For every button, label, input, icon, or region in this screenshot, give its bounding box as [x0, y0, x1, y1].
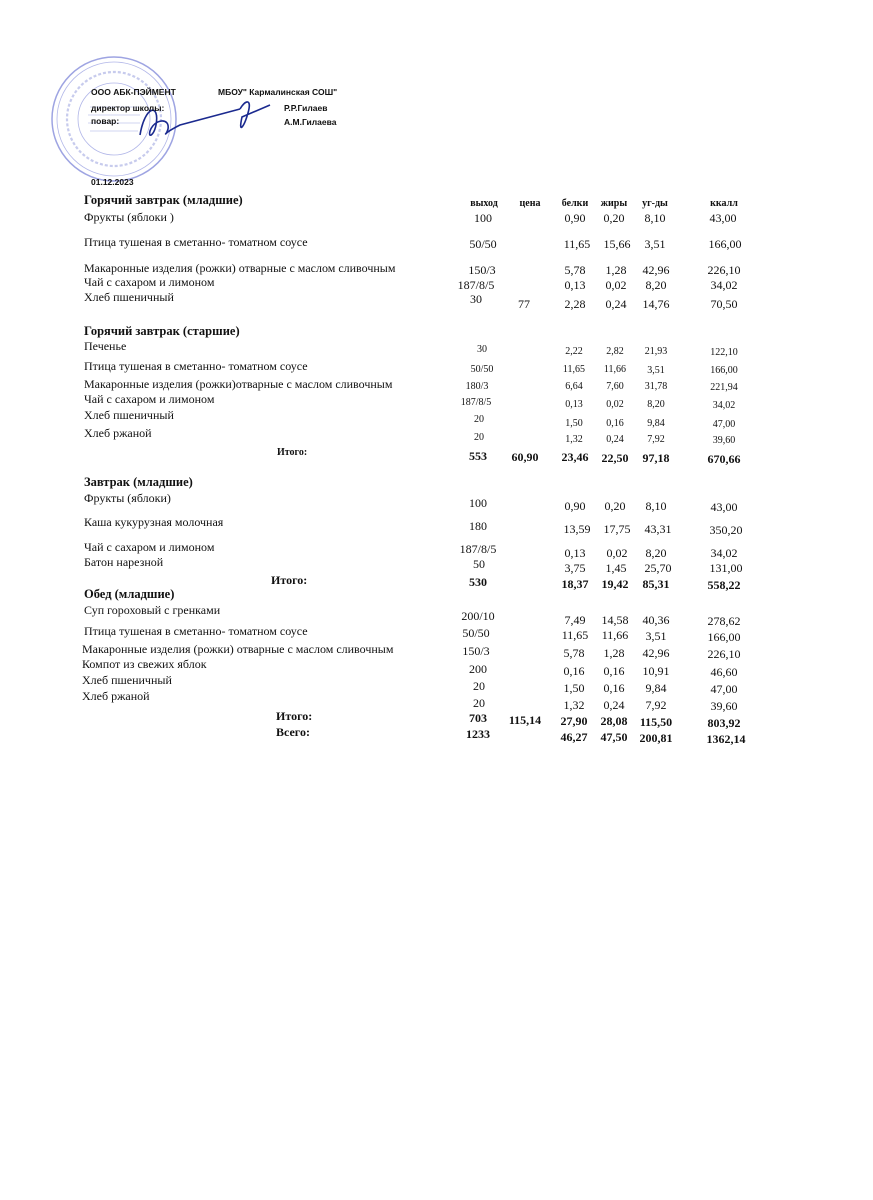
value-output: 30	[470, 292, 482, 306]
section-title-lunch-junior: Обед (младшие)	[84, 587, 175, 601]
value-carbs: 3,51	[645, 629, 667, 643]
value-kcal: 34,02	[710, 278, 738, 292]
grand-total-protein: 46,27	[560, 730, 588, 744]
subtotal-price: 60,90	[511, 450, 539, 464]
menu-item: Птица тушеная в сметанно- томатном соусе	[84, 624, 308, 638]
value-output: 50/50	[470, 364, 494, 375]
value-carbs: 14,76	[642, 297, 670, 311]
value-fat: 0,16	[603, 664, 625, 678]
value-kcal: 221,94	[710, 382, 738, 393]
value-kcal: 46,60	[710, 665, 738, 679]
value-protein: 6,64	[565, 381, 583, 392]
value-output: 50/50	[469, 237, 497, 251]
menu-item: Хлеб ржаной	[82, 689, 150, 703]
value-kcal: 122,10	[710, 347, 738, 358]
grand-total-label: Всего:	[276, 725, 310, 739]
value-kcal: 43,00	[709, 211, 737, 225]
value-output: 20	[474, 432, 484, 443]
value-protein: 0,16	[563, 664, 585, 678]
value-kcal: 350,20	[709, 523, 743, 537]
col-header-output: выход	[470, 198, 498, 209]
menu-item: Чай с сахаром и лимоном	[84, 275, 215, 289]
value-protein: 13,59	[563, 522, 591, 536]
subtotal-protein: 23,46	[561, 450, 589, 464]
value-protein: 3,75	[564, 561, 586, 575]
menu-item: Хлеб ржаной	[84, 426, 152, 440]
subtotal-carbs: 115,50	[639, 715, 673, 729]
value-kcal: 131,00	[709, 561, 743, 575]
value-protein: 1,32	[563, 698, 585, 712]
value-protein: 0,90	[564, 211, 586, 225]
subtotal-output: 553	[469, 449, 487, 463]
subtotal-output: 703	[469, 711, 487, 725]
cook-label: повар:	[91, 116, 120, 126]
value-fat: 11,66	[601, 628, 629, 642]
value-protein: 7,49	[564, 613, 586, 627]
value-fat: 0,16	[606, 418, 624, 429]
menu-item: Макаронные изделия (рожки) отварные с маслом сливочным	[82, 642, 394, 656]
value-output: 187/8/5	[457, 278, 495, 292]
subtotal-kcal: 803,92	[707, 716, 741, 730]
company-name: ООО АБК-ПЭЙМЕНТ	[91, 87, 176, 97]
menu-item: Суп гороховый с гренками	[84, 603, 221, 617]
subtotal-label: Итого:	[271, 573, 308, 587]
value-kcal: 278,62	[707, 614, 741, 628]
value-protein: 1,50	[563, 681, 585, 695]
value-protein: 0,13	[564, 546, 586, 560]
value-protein: 5,78	[564, 263, 586, 277]
value-fat: 1,45	[605, 561, 627, 575]
section-title-hot-breakfast-senior: Горячий завтрак (старшие)	[84, 324, 240, 338]
grand-total-fat: 47,50	[600, 730, 628, 744]
subtotal-protein: 27,90	[560, 714, 588, 728]
value-output: 150/3	[468, 263, 496, 277]
cook-name: А.М.Гилаева	[284, 117, 337, 127]
value-output: 50	[473, 557, 485, 571]
value-fat: 1,28	[605, 263, 627, 277]
value-output: 180	[469, 519, 487, 533]
subtotal-fat: 19,42	[601, 577, 629, 591]
value-output: 50/50	[462, 626, 490, 640]
value-price: 77	[518, 297, 530, 311]
value-carbs: 7,92	[645, 698, 667, 712]
col-header-protein: белки	[561, 198, 589, 209]
value-fat: 17,75	[603, 522, 631, 536]
value-kcal: 39,60	[710, 699, 738, 713]
value-carbs: 3,51	[644, 237, 666, 251]
value-carbs: 42,96	[642, 263, 670, 277]
value-fat: 2,82	[606, 346, 624, 357]
value-output: 100	[469, 496, 487, 510]
grand-total-output: 1233	[466, 727, 490, 741]
value-output: 20	[473, 696, 485, 710]
menu-date: 01.12.2023	[91, 177, 134, 187]
section-title-hot-breakfast-junior: Горячий завтрак (младшие)	[84, 193, 243, 207]
value-kcal: 47,00	[712, 419, 736, 430]
value-output: 20	[474, 414, 484, 425]
value-kcal: 166,00	[707, 630, 741, 644]
value-protein: 11,65	[561, 628, 589, 642]
director-name: Р.Р.Гилаев	[284, 103, 328, 113]
value-output: 100	[474, 211, 492, 225]
value-kcal: 43,00	[710, 500, 738, 514]
value-fat: 0,02	[606, 546, 628, 560]
value-fat: 1,28	[603, 646, 625, 660]
value-carbs: 9,84	[647, 418, 665, 429]
menu-item: Батон нарезной	[84, 555, 164, 569]
value-output: 200	[469, 662, 487, 676]
value-protein: 11,65	[563, 237, 591, 251]
value-carbs: 42,96	[642, 646, 670, 660]
value-carbs: 25,70	[644, 561, 672, 575]
value-output: 20	[473, 679, 485, 693]
subtotal-price: 115,14	[508, 713, 542, 727]
value-protein: 2,22	[565, 346, 583, 357]
value-carbs: 31,78	[644, 381, 668, 392]
value-output: 180/3	[465, 381, 489, 392]
value-carbs: 8,10	[644, 211, 666, 225]
value-kcal: 47,00	[710, 682, 738, 696]
grand-total-carbs: 200,81	[639, 731, 673, 745]
col-header-carbs: уг-ды	[642, 198, 668, 209]
menu-item: Компот из свежих яблок	[82, 657, 207, 671]
value-carbs: 43,31	[644, 522, 672, 536]
value-carbs: 40,36	[642, 613, 670, 627]
school-name: МБОУ" Кармалинская СОШ"	[218, 87, 338, 97]
value-carbs: 8,20	[647, 399, 665, 410]
value-fat: 0,20	[604, 499, 626, 513]
col-header-fat: жиры	[600, 198, 628, 209]
menu-item: Фрукты (яблоки)	[84, 491, 171, 505]
value-carbs: 8,20	[645, 278, 667, 292]
value-fat: 0,02	[605, 278, 627, 292]
subtotal-label: Итого:	[277, 447, 308, 458]
value-fat: 0,24	[606, 434, 624, 445]
subtotal-protein: 18,37	[561, 577, 589, 591]
grand-total-kcal: 1362,14	[706, 732, 746, 746]
value-carbs: 7,92	[647, 434, 665, 445]
value-protein: 11,65	[562, 364, 586, 375]
value-fat: 15,66	[603, 237, 631, 251]
menu-item: Макаронные изделия (рожки) отварные с маслом сливочным	[84, 261, 396, 275]
value-output: 187/8/5	[459, 542, 497, 556]
menu-item: Каша кукурузная молочная	[84, 515, 224, 529]
value-kcal: 39,60	[712, 435, 736, 446]
value-fat: 0,16	[603, 681, 625, 695]
value-kcal: 226,10	[707, 647, 741, 661]
value-fat: 14,58	[601, 613, 629, 627]
subtotal-carbs: 97,18	[642, 451, 670, 465]
menu-item: Фрукты (яблоки )	[84, 210, 174, 224]
value-protein: 2,28	[564, 297, 586, 311]
subtotal-carbs: 85,31	[642, 577, 670, 591]
subtotal-fat: 28,08	[600, 714, 628, 728]
value-protein: 5,78	[563, 646, 585, 660]
value-carbs: 9,84	[645, 681, 667, 695]
subtotal-label: Итого:	[276, 709, 313, 723]
value-kcal: 70,50	[710, 297, 738, 311]
menu-item: Хлеб пшеничный	[84, 290, 174, 304]
subtotal-kcal: 558,22	[707, 578, 741, 592]
value-kcal: 166,00	[710, 365, 738, 376]
value-kcal: 34,02	[710, 546, 738, 560]
value-carbs: 10,91	[642, 664, 670, 678]
value-protein: 1,50	[565, 418, 583, 429]
menu-item: Хлеб пшеничный	[82, 673, 172, 687]
subtotal-output: 530	[469, 575, 487, 589]
menu-item: Чай с сахаром и лимоном	[84, 540, 215, 554]
value-output: 200/10	[461, 609, 495, 623]
col-header-price: цена	[519, 198, 541, 209]
value-fat: 0,02	[606, 399, 624, 410]
value-fat: 11,66	[603, 364, 627, 375]
subtotal-kcal: 670,66	[707, 452, 741, 466]
section-title-breakfast-junior: Завтрак (младшие)	[84, 475, 193, 489]
menu-item: Птица тушеная в сметанно- томатном соусе	[84, 359, 308, 373]
subtotal-fat: 22,50	[601, 451, 629, 465]
menu-item: Хлеб пшеничный	[84, 408, 174, 422]
director-label: директор школы:	[91, 103, 165, 113]
value-carbs: 3,51	[647, 365, 665, 376]
value-protein: 0,90	[564, 499, 586, 513]
value-carbs: 8,10	[645, 499, 667, 513]
value-protein: 1,32	[565, 434, 583, 445]
value-fat: 7,60	[606, 381, 624, 392]
value-output: 187/8/5	[460, 397, 492, 408]
value-output: 150/3	[462, 644, 490, 658]
value-carbs: 8,20	[645, 546, 667, 560]
value-output: 30	[477, 344, 487, 355]
value-kcal: 166,00	[708, 237, 742, 251]
menu-item: Печенье	[84, 339, 127, 353]
value-protein: 0,13	[564, 278, 586, 292]
value-kcal: 34,02	[712, 400, 736, 411]
value-protein: 0,13	[565, 399, 583, 410]
value-fat: 0,24	[603, 698, 625, 712]
value-fat: 0,20	[603, 211, 625, 225]
value-carbs: 21,93	[644, 346, 668, 357]
value-fat: 0,24	[605, 297, 627, 311]
value-kcal: 226,10	[707, 263, 741, 277]
menu-item: Макаронные изделия (рожки)отварные с маслом сливочным	[84, 377, 393, 391]
menu-item: Чай с сахаром и лимоном	[84, 392, 215, 406]
menu-item: Птица тушеная в сметанно- томатном соусе	[84, 235, 308, 249]
col-header-kcal: ккалл	[710, 198, 738, 209]
